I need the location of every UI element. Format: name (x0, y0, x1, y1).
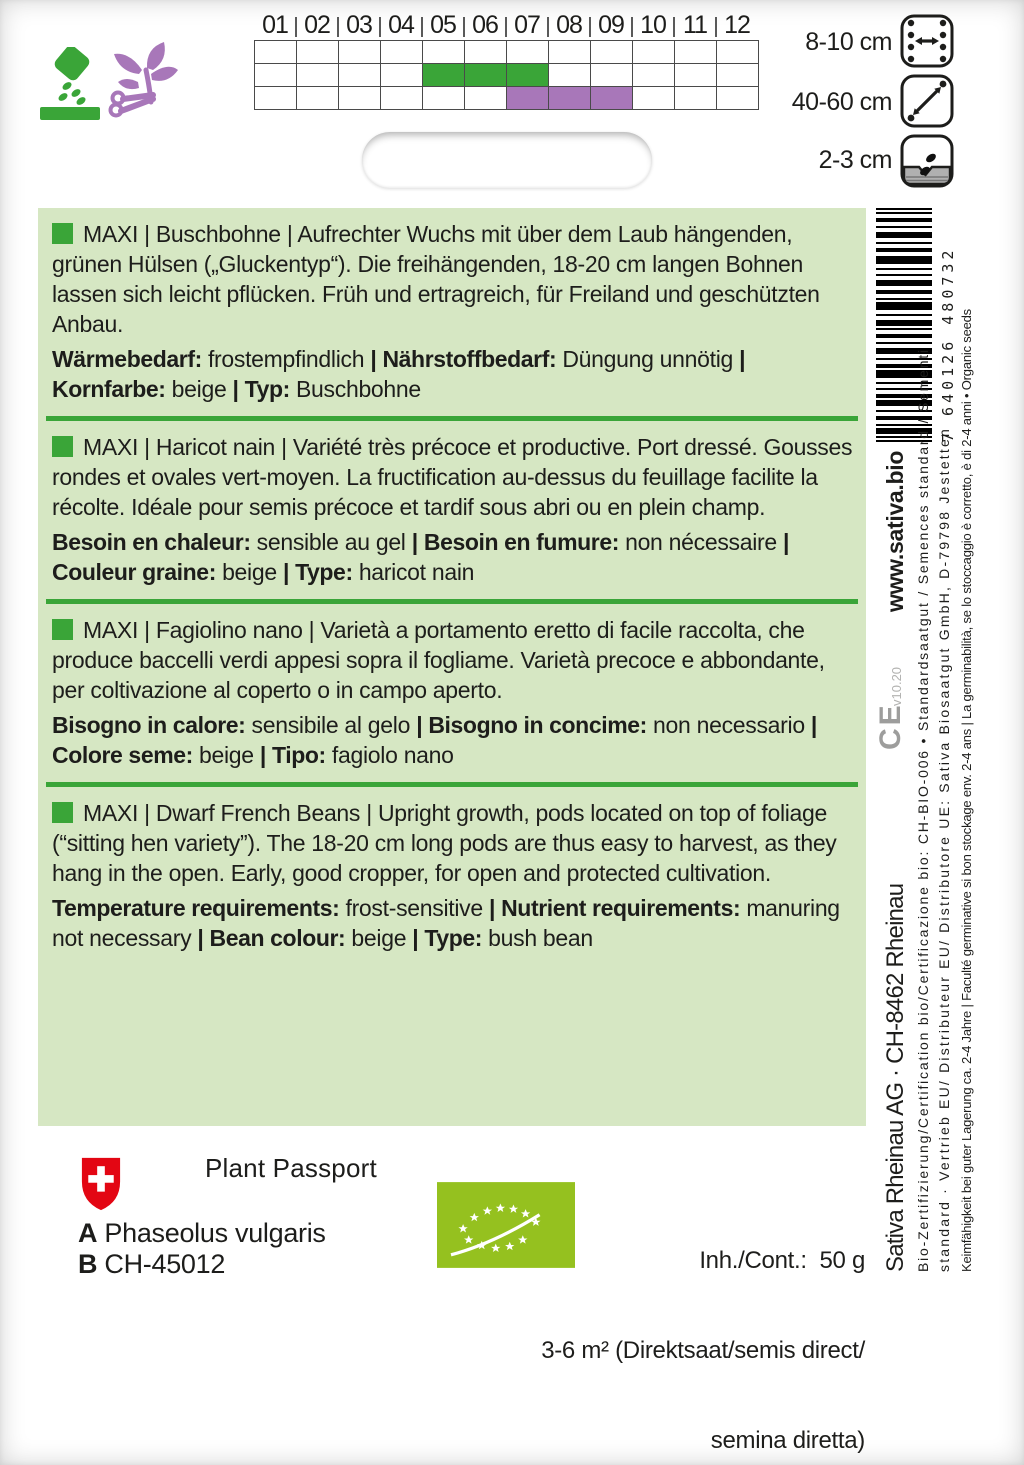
calendar-cell (297, 41, 339, 64)
certification-line-1: Bio-Zertifizierung/Certification bio/Certificazione bio: CH-BIO-006 • Standardsaatgut / Semences standard / Sementi (915, 348, 931, 1272)
harvest-cell (717, 87, 759, 110)
row-distance-label: 40-60 cm (791, 88, 892, 116)
description-de: MAXI | Buschbohne | Aufrechter Wuchs mit über dem Laub hängenden, grünen Hülsen („Gluckentyp“). Die freihängenden, 18-20 cm langen Bohnen lassen sich leicht pflücken. Früh und ertragreich, für Freiland und geschützten Anbau. (52, 221, 820, 337)
section-italian (38, 604, 866, 782)
description-fr: MAXI | Haricot nain | Variété très précoce et productive. Port dressé. Gousses rondes et ovales vert-moyen. La fructification au-dessus du feuillage facilite la récolte. Idéale pour semis précoce et tardif sous abri ou en plein champ. (52, 434, 853, 520)
bullet-square (52, 619, 73, 640)
sow-cell (717, 64, 759, 87)
coverage-area-line-2: semina diretta) (710, 1427, 865, 1454)
calendar-cell (381, 41, 423, 64)
barcode-number: 7 640126 480732 (939, 246, 957, 442)
calendar-cell (255, 41, 297, 64)
calendar-cell (675, 41, 717, 64)
sow-cell (339, 64, 381, 87)
harvest-cell (633, 87, 675, 110)
sow-cell (297, 64, 339, 87)
certification-line-2: standard · Vertrieb EU/ Distributeur EU/ Distributore UE: Sativa Biosaatgut GmbH, D-79798 Jestetten (936, 427, 952, 1272)
row-spacing-icon (900, 74, 954, 128)
germination-line: Keimfähigkeit bei guter Lagerung ca. 2-4 Jahre | Faculté germinative si bon stockage env. 2-4 ans | La germinabilità, se lo stoccaggio è corretto, è di 2-4 anni • Organic seeds (959, 309, 974, 1272)
harvest-cell (423, 87, 465, 110)
month-label: 06 (464, 10, 506, 40)
swiss-shield-icon (77, 1156, 125, 1212)
calendar-month-header (254, 10, 759, 40)
attributes-it: Bisogno in calore: sensibile al gelo | Bisogno in concime: non necessario | Colore seme: beige | Tipo: fagiolo nano (52, 712, 817, 768)
harvest-cell (297, 87, 339, 110)
calendar-cell (339, 41, 381, 64)
section-english (38, 787, 866, 965)
calendar-cell (423, 41, 465, 64)
sow-cell (255, 64, 297, 87)
sow-depth-label: 2-3 cm (818, 146, 892, 174)
month-label: 02 (296, 10, 338, 40)
sow-cell (423, 64, 465, 87)
calendar-cell (465, 41, 507, 64)
attributes-de: Wärmebedarf: frostempfindlich | Nährstoffbedarf: Düngung unnötig | Kornfarbe: beige | Typ: Buschbohne (52, 346, 746, 402)
sow-cell (507, 64, 549, 87)
sow-cell (591, 64, 633, 87)
harvest-cell (675, 87, 717, 110)
passport-line-b: B CH-45012 (78, 1249, 226, 1279)
description-it: MAXI | Fagiolino nano | Varietà a portamento eretto di facile raccolta, che produce baccelli verdi appesi sopra il fogliame. Varietà precoce e abbondante, per coltivazione al coperto o in campo aperto. (52, 617, 825, 703)
plant-distance-label: 8-10 cm (805, 28, 892, 56)
sow-cell (465, 64, 507, 87)
month-label: 04 (380, 10, 422, 40)
harvest-cell (339, 87, 381, 110)
harvest-cell (465, 87, 507, 110)
month-label: 12 (724, 11, 750, 39)
harvest-cell (381, 87, 423, 110)
month-label: 03 (338, 10, 380, 40)
sowing-calendar (254, 10, 759, 110)
description-en: MAXI | Dwarf French Beans | Upright growth, pods located on top of foliage (“sitting hen variety”). The 18-20 cm long pods are thus easy to harvest, as they hang in the open. Early, good cropper, for open and protected cultivation. (52, 800, 837, 886)
harvest-cell (549, 87, 591, 110)
plant-passport-lines (78, 1218, 326, 1280)
month-label: 11 (674, 10, 716, 40)
attributes-en: Temperature requirements: frost-sensitive | Nutrient requirements: manuring not necessary | Bean colour: beige | Type: bush bean (52, 895, 840, 951)
month-label: 09 (590, 10, 632, 40)
version-label: v10.20 (889, 666, 904, 706)
sowing-icon (40, 47, 106, 121)
section-german (38, 208, 866, 416)
month-label: 01 (254, 10, 296, 40)
bullet-square (52, 223, 73, 244)
calendar-cell (717, 41, 759, 64)
plant-passport-title: Plant Passport (205, 1153, 377, 1183)
sow-cell (675, 64, 717, 87)
calendar-cell (549, 41, 591, 64)
harvest-cell (591, 87, 633, 110)
ce-mark: CE (874, 702, 907, 750)
hang-hole (362, 132, 652, 188)
attributes-fr: Besoin en chaleur: sensible au gel | Besoin en fumure: non nécessaire | Couleur graine: beige | Type: haricot nain (52, 529, 790, 585)
sow-cell (549, 64, 591, 87)
bullet-square (52, 802, 73, 823)
coverage-area-line-1: 3-6 m² (Direktsaat/semis direct/ (541, 1337, 865, 1364)
company-address: Sativa Rheinau AG · CH-8462 Rheinau (882, 883, 909, 1272)
harvest-icon (106, 40, 180, 120)
month-label: 07 (506, 10, 548, 40)
calendar-grid (254, 40, 759, 110)
info-panel (38, 208, 866, 1126)
calendar-cell (633, 41, 675, 64)
sow-cell (633, 64, 675, 87)
harvest-cell (507, 87, 549, 110)
bullet-square (52, 436, 73, 457)
website-url: www.sativa.bio (882, 450, 908, 612)
calendar-cell (507, 41, 549, 64)
calendar-cell (591, 41, 633, 64)
passport-line-a: A Phaseolus vulgaris (78, 1218, 326, 1248)
month-label: 08 (548, 10, 590, 40)
plant-spacing-icon (900, 14, 954, 68)
contents-info (541, 1186, 865, 1465)
section-french (38, 421, 866, 599)
month-label: 05 (422, 10, 464, 40)
harvest-cell (255, 87, 297, 110)
contents-weight: Inh./Cont.: 50 g (699, 1247, 865, 1274)
sow-cell (381, 64, 423, 87)
sowing-depth-icon (900, 134, 954, 188)
month-label: 10 (632, 10, 674, 40)
